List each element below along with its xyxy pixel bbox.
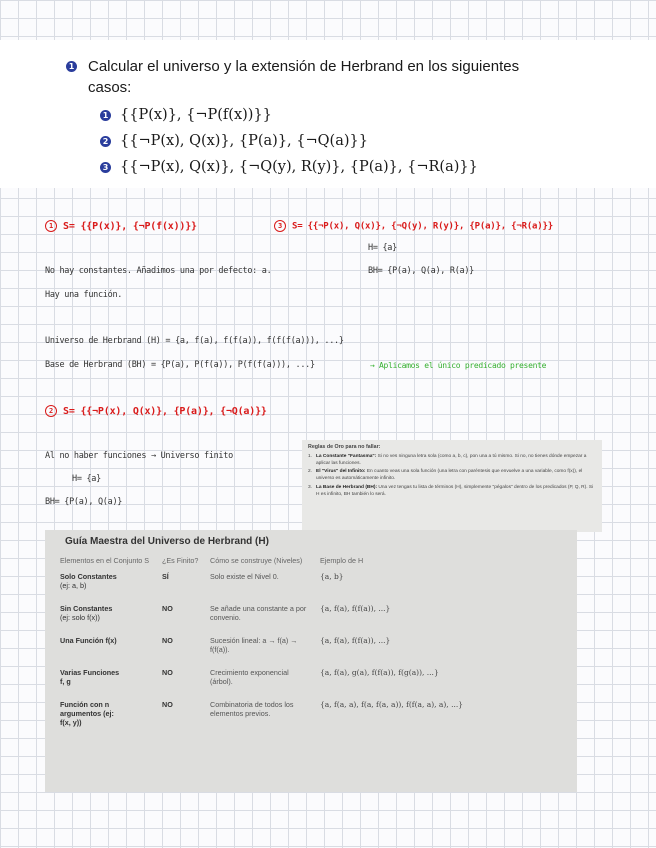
note-1-universe: Universo de Herbrand (H) = {a, f(a), f(f(a)), f(f(f(a))), ...} <box>45 336 344 346</box>
note-2-h: H= {a} <box>72 474 101 484</box>
column-header: ¿Es Finito? <box>162 556 199 565</box>
table-row: Función con n argumentos (ej: f(x, y)) NO Combinatoria de todos los elementos previos. {a, f(a, a), f(a, f(a, a)), f(f(a, a), a), ...} <box>60 700 463 727</box>
task-title-text: Calcular el universo y la extensión de Herbrand en los siguientes casos: <box>88 58 520 96</box>
note-3-h: H= {a} <box>368 243 397 253</box>
note-1-green-comment: → Aplicamos el único predicado presente <box>370 361 547 370</box>
note-1-base: Base de Herbrand (BH) = {P(a), P(f(a)), P(f(f(a))), ...} <box>45 360 315 370</box>
note-1-set: 1 S= {{P(x)}, {¬P(f(x))}} <box>45 220 197 232</box>
golden-rules-box <box>302 440 602 532</box>
case-2: 2 {{¬P(x), Q(x)}, {P(a)}, {¬Q(a)}} <box>100 133 368 149</box>
column-header: Cómo se construye (Niveles) <box>210 556 303 565</box>
note-3-bh: BH= {P(a), Q(a), R(a)} <box>368 266 474 276</box>
golden-rules-title: Reglas de Oro para no fallar: <box>308 444 381 450</box>
golden-rule-item: 2. El "Virus" del Infinito: En cuanto veas una sola función (una letra con paréntesis que envuelve a una variable, como f(x)), el universo es automáticamente infinito. <box>308 469 583 482</box>
note-2-set: 2 S= {{¬P(x), Q(x)}, {P(a)}, {¬Q(a)}} <box>45 405 267 417</box>
table-row: Solo Constantes (ej: a, b) SÍ Solo existe el Nivel 0. {a, b} <box>60 572 344 590</box>
table-row: Una Función f(x) NO Sucesión lineal: a → f(a) → f(f(a)). {a, f(a), f(f(a)), ...} <box>60 636 391 654</box>
guide-title: Guía Maestra del Universo de Herbrand (H) <box>65 536 269 547</box>
guide-table <box>55 553 567 731</box>
note-1-line1: No hay constantes. Añadimos una por defecto: a. <box>45 266 272 276</box>
note-2-bh: BH= {P(a), Q(a)} <box>45 497 123 507</box>
column-header: Ejemplo de H <box>320 556 364 565</box>
table-row: Sin Constantes (ej: solo f(x)) NO Se añade una constante a por convenio. {a, f(a), f(f(a)), ...} <box>60 604 391 622</box>
case-1: 1 {{P(x)}, {¬P(f(x))}} <box>100 107 272 123</box>
table-row: Varias Funciones f, g NO Crecimiento exponencial (árbol). {a, f(a), g(a), f(f(a)), f(g(a)), ...} <box>60 668 439 686</box>
task-title <box>66 56 566 98</box>
note-1-line2: Hay una función. <box>45 290 123 300</box>
herbrand-guide-table <box>45 530 577 792</box>
table-header-row <box>55 553 567 568</box>
task-number-badge: 1 <box>66 61 77 72</box>
note-3-set: 3 S= {{¬P(x), Q(x)}, {¬Q(y), R(y)}, {P(a)}, {¬R(a)}} <box>274 220 553 232</box>
column-header: Elementos en el Conjunto S <box>60 556 150 565</box>
golden-rule-item: 1. La Constante "Fantasma": Si no ves ninguna letra sola (como a, b, c), pon una a tú mismo. Si no, no tienes dónde empezar a aplicar las funciones. <box>308 453 587 466</box>
golden-rule-item: 3. La Base de Herbrand (BH): Una vez tengas tu lista de términos (H), simplemente "pégalos" dentro de los predicados (P, Q, R). Si H es infinito, BH también lo será. <box>308 484 594 497</box>
note-2-line1: Al no haber funciones → Universo finito <box>45 451 233 461</box>
case-3: 3 {{¬P(x), Q(x)}, {¬Q(y), R(y)}, {P(a)}, {¬R(a)}} <box>100 159 478 175</box>
